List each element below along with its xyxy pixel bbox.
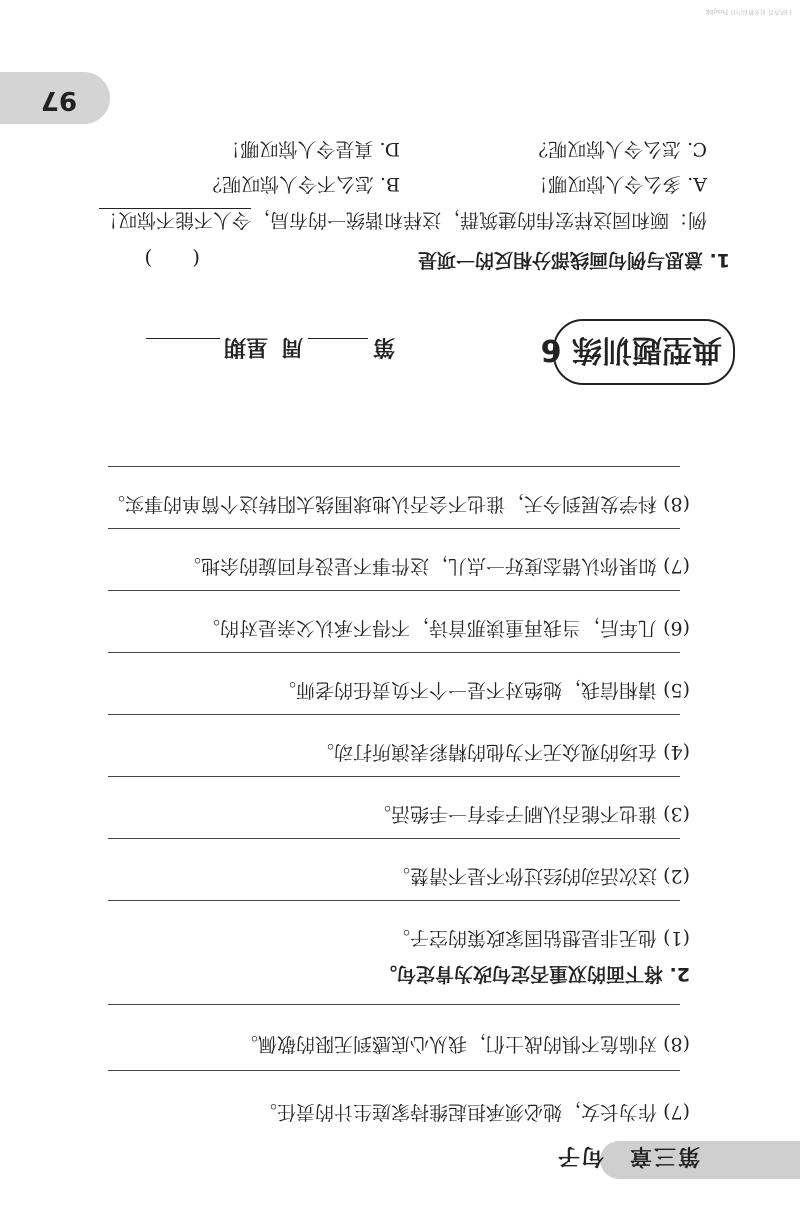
list-item: (7) 作为长女，她必须承担起维持家庭生计的责任。 bbox=[258, 1101, 690, 1123]
training-title: 典型题训练 6 bbox=[540, 332, 722, 367]
answer-line[interactable] bbox=[108, 776, 680, 777]
example-prefix: 例：颐和园这样宏伟的建筑群，这样和谐统一的布局， bbox=[250, 209, 707, 231]
option-c[interactable]: C. 怎么令人惊叹呢？ bbox=[529, 138, 707, 160]
weekday-label: 星期 bbox=[223, 334, 268, 360]
week-blank[interactable] bbox=[308, 338, 368, 364]
week-prefix: 第 bbox=[372, 334, 395, 360]
answer-line[interactable] bbox=[108, 838, 680, 839]
answer-line[interactable] bbox=[108, 590, 680, 591]
answer-line[interactable] bbox=[108, 528, 680, 529]
list-item: (8) 科学发展到今天，谁也不会否认地球围绕太阳转这个简单的事实。 bbox=[106, 493, 690, 515]
list-item: (7) 如果你认错态度好一点儿，这件事不是没有回旋的余地。 bbox=[182, 555, 690, 577]
question-1-title: 1. 意思与例句画线部分相反的一项是 bbox=[417, 249, 730, 271]
list-item: (6) 几年后，当我再重读那首诗，不得不承认父亲是对的。 bbox=[201, 617, 690, 639]
list-item: (5) 请相信我，她绝对不是一个不负责任的老师。 bbox=[277, 679, 690, 701]
answer-paren[interactable]: ( ) bbox=[144, 247, 200, 271]
example-sentence bbox=[99, 208, 707, 235]
option-a[interactable]: A. 多么令人惊叹哪！ bbox=[529, 173, 707, 195]
list-item: (4) 在场的观众无不为他的精彩表演所打动。 bbox=[315, 741, 690, 763]
answer-line bbox=[108, 1004, 680, 1005]
page-number: 97 bbox=[40, 85, 77, 115]
list-item: (8) 对临危不惧的战士们，我从心底感到无限的敬佩。 bbox=[239, 1033, 690, 1055]
list-item: (3) 谁也不能否认刷子李有一手绝活。 bbox=[372, 803, 690, 825]
week-label: 周 bbox=[280, 334, 303, 360]
footer-note: 扫码查看 更多精彩内容 Pengbk bbox=[705, 8, 792, 15]
option-b[interactable]: B. 怎么不令人惊叹呢？ bbox=[202, 173, 400, 195]
answer-line[interactable] bbox=[108, 652, 680, 653]
list-item: (1) 他无非是想钻国家政策的空子。 bbox=[391, 927, 690, 949]
example-underlined: 令人不能不惊叹！ bbox=[98, 209, 251, 231]
answer-line[interactable] bbox=[108, 714, 680, 715]
option-d[interactable]: D. 真是令人惊叹哪！ bbox=[221, 138, 400, 160]
answer-line bbox=[108, 1070, 680, 1071]
weekday-blank[interactable] bbox=[146, 338, 220, 364]
chapter-header: 第三章 句子 bbox=[555, 1143, 700, 1168]
question-2-title: 2. 将下面的双重否定句改为肯定句。 bbox=[377, 963, 690, 985]
answer-line[interactable] bbox=[108, 466, 680, 467]
answer-line[interactable] bbox=[108, 900, 680, 901]
list-item: (2) 这次活动的经过你不是不清楚。 bbox=[391, 865, 690, 887]
